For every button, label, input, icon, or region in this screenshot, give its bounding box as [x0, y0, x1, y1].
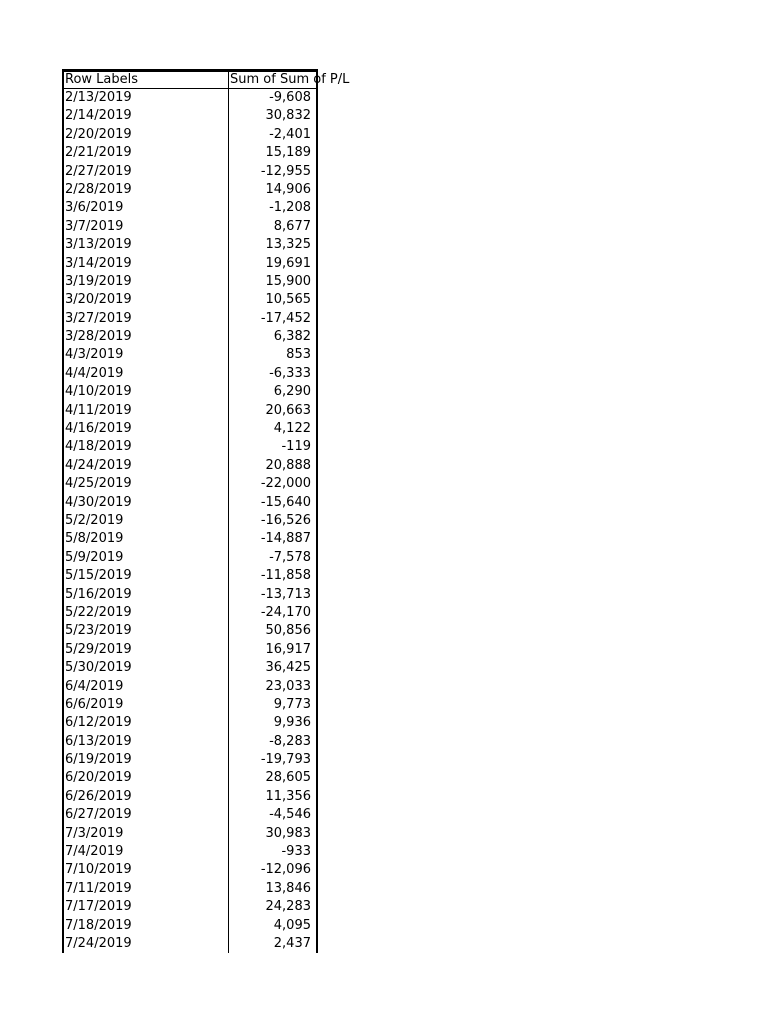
row-label-cell[interactable]: 5/23/2019	[65, 623, 132, 639]
row-label-cell[interactable]: 5/8/2019	[65, 531, 124, 547]
row-labels-header[interactable]: Row Labels	[65, 72, 139, 87]
table-row	[64, 751, 316, 769]
row-value-cell[interactable]: 6,382	[273, 329, 311, 345]
row-value-cell[interactable]: 6,290	[273, 384, 311, 400]
row-value-cell[interactable]: 2,437	[273, 935, 311, 951]
row-label-cell[interactable]: 6/12/2019	[65, 715, 132, 731]
table-row	[64, 291, 316, 309]
row-value-cell[interactable]: -11,858	[260, 568, 311, 584]
table-row	[64, 475, 316, 493]
row-label-cell[interactable]: 3/14/2019	[65, 255, 132, 271]
row-label-cell[interactable]: 3/19/2019	[65, 273, 132, 289]
row-label-cell[interactable]: 2/14/2019	[65, 108, 132, 124]
table-row	[64, 457, 316, 475]
table-row	[64, 273, 316, 291]
table-row	[64, 714, 316, 732]
table-row	[64, 420, 316, 438]
value-field-header[interactable]: Sum of Sum of P/L	[230, 72, 350, 87]
table-row	[64, 512, 316, 530]
row-label-cell[interactable]: 2/20/2019	[65, 126, 132, 142]
table-row	[64, 806, 316, 824]
row-value-cell[interactable]: -22,000	[260, 476, 311, 492]
table-row	[64, 181, 316, 199]
row-value-cell[interactable]: 20,888	[265, 457, 311, 473]
table-row	[64, 494, 316, 512]
row-value-cell[interactable]: 19,691	[265, 255, 311, 271]
row-label-cell[interactable]: 2/27/2019	[65, 163, 132, 179]
table-row	[64, 144, 316, 162]
row-value-cell[interactable]: -9,608	[269, 90, 311, 105]
row-label-cell[interactable]: 5/30/2019	[65, 660, 132, 676]
row-value-cell[interactable]: 9,773	[273, 696, 311, 712]
row-label-cell[interactable]: 3/28/2019	[65, 329, 132, 345]
row-value-cell[interactable]: 4,122	[273, 421, 311, 437]
pivot-rows	[64, 89, 316, 953]
row-label-cell[interactable]: 4/10/2019	[65, 384, 132, 400]
table-row	[64, 107, 316, 125]
row-value-cell[interactable]: 30,832	[265, 108, 311, 124]
row-value-cell[interactable]: 853	[286, 347, 311, 363]
row-value-cell[interactable]: 15,189	[265, 145, 311, 161]
table-row	[64, 549, 316, 567]
table-row	[64, 567, 316, 585]
table-row	[64, 328, 316, 346]
table-row	[64, 255, 316, 273]
table-row	[64, 310, 316, 328]
row-value-cell[interactable]: -1,208	[269, 200, 311, 216]
table-row	[64, 530, 316, 548]
row-value-cell[interactable]: -24,170	[260, 604, 311, 620]
table-row	[64, 199, 316, 217]
table-row	[64, 769, 316, 787]
row-label-cell[interactable]: 5/2/2019	[65, 512, 124, 528]
row-value-cell[interactable]: 23,033	[265, 678, 311, 694]
row-label-cell[interactable]: 2/28/2019	[65, 181, 132, 197]
table-row	[64, 678, 316, 696]
table-row	[64, 402, 316, 420]
row-label-cell[interactable]: 5/15/2019	[65, 568, 132, 584]
row-label-cell[interactable]: 7/4/2019	[65, 844, 124, 860]
row-value-cell[interactable]: -17,452	[260, 310, 311, 326]
row-label-cell[interactable]: 3/27/2019	[65, 310, 132, 326]
row-label-cell[interactable]: 6/27/2019	[65, 807, 132, 823]
row-label-cell[interactable]: 4/4/2019	[65, 365, 124, 381]
row-label-cell[interactable]: 3/13/2019	[65, 237, 132, 253]
table-row	[64, 880, 316, 898]
row-value-cell[interactable]: 36,425	[265, 660, 311, 676]
row-label-cell[interactable]: 5/29/2019	[65, 641, 132, 657]
row-value-cell[interactable]: -933	[281, 844, 311, 860]
row-label-cell[interactable]: 5/16/2019	[65, 586, 132, 602]
row-value-cell[interactable]: 4,095	[273, 917, 311, 933]
row-label-cell[interactable]: 7/24/2019	[65, 935, 132, 951]
row-value-cell[interactable]: -13,713	[260, 586, 311, 602]
row-value-cell[interactable]: 28,605	[265, 770, 311, 786]
table-row	[64, 733, 316, 751]
table-row	[64, 825, 316, 843]
row-value-cell[interactable]: 13,325	[265, 237, 311, 253]
table-row	[64, 935, 316, 953]
table-row	[64, 383, 316, 401]
row-label-cell[interactable]: 4/18/2019	[65, 439, 132, 455]
row-label-cell[interactable]: 4/25/2019	[65, 476, 132, 492]
pivot-table	[62, 69, 350, 953]
row-label-cell[interactable]: 7/18/2019	[65, 917, 132, 933]
row-value-cell[interactable]: -15,640	[260, 494, 311, 510]
row-value-cell[interactable]: -12,096	[260, 862, 311, 878]
row-label-cell[interactable]: 6/4/2019	[65, 678, 124, 694]
row-value-cell[interactable]: 8,677	[273, 218, 311, 234]
row-value-cell[interactable]: -2,401	[269, 126, 311, 142]
table-row	[64, 218, 316, 236]
row-value-cell[interactable]: 16,917	[265, 641, 311, 657]
table-row	[64, 586, 316, 604]
row-label-cell[interactable]: 5/22/2019	[65, 604, 132, 620]
table-row	[64, 659, 316, 677]
pivot-header-row	[64, 72, 350, 89]
row-value-cell[interactable]: -8,283	[269, 733, 311, 749]
row-label-cell[interactable]: 3/7/2019	[65, 218, 124, 234]
row-value-cell[interactable]: -19,793	[260, 752, 311, 768]
row-label-cell[interactable]: 5/9/2019	[65, 549, 124, 565]
row-label-cell[interactable]: 4/24/2019	[65, 457, 132, 473]
table-row	[64, 788, 316, 806]
table-row	[64, 236, 316, 254]
row-value-cell[interactable]: 9,936	[273, 715, 311, 731]
row-label-cell[interactable]: 4/16/2019	[65, 421, 132, 437]
row-label-cell[interactable]: 4/3/2019	[65, 347, 124, 363]
table-row	[64, 861, 316, 879]
row-value-cell[interactable]: 15,900	[265, 273, 311, 289]
row-value-cell[interactable]: 24,283	[265, 899, 311, 915]
row-label-cell[interactable]: 4/11/2019	[65, 402, 132, 418]
row-value-cell[interactable]: -12,955	[260, 163, 311, 179]
row-label-cell[interactable]: 2/21/2019	[65, 145, 132, 161]
row-value-cell[interactable]: 10,565	[265, 292, 311, 308]
row-label-cell[interactable]: 6/19/2019	[65, 752, 132, 768]
table-row	[64, 604, 316, 622]
table-row	[64, 641, 316, 659]
row-value-cell[interactable]: -6,333	[269, 365, 311, 381]
row-label-cell[interactable]: 7/11/2019	[65, 880, 132, 896]
row-label-cell[interactable]: 7/10/2019	[65, 862, 132, 878]
table-row	[64, 898, 316, 916]
table-row	[64, 622, 316, 640]
row-value-cell[interactable]: -4,546	[269, 807, 311, 823]
table-row	[64, 438, 316, 456]
row-value-cell[interactable]: 14,906	[265, 181, 311, 197]
row-value-cell[interactable]: 30,983	[265, 825, 311, 841]
table-row	[64, 917, 316, 935]
table-row	[64, 163, 316, 181]
row-label-cell[interactable]: 7/3/2019	[65, 825, 124, 841]
row-value-cell[interactable]: 20,663	[265, 402, 311, 418]
table-row	[64, 126, 316, 144]
row-value-cell[interactable]: -119	[281, 439, 311, 455]
table-row	[64, 346, 316, 364]
table-row	[64, 89, 316, 107]
table-row	[64, 365, 316, 383]
table-row	[64, 696, 316, 714]
table-row	[64, 843, 316, 861]
row-label-cell[interactable]: 7/17/2019	[65, 899, 132, 915]
row-label-cell[interactable]: 6/13/2019	[65, 733, 132, 749]
row-value-cell[interactable]: 11,356	[265, 788, 311, 804]
row-label-cell[interactable]: 6/26/2019	[65, 788, 132, 804]
row-label-cell[interactable]: 3/20/2019	[65, 292, 132, 308]
row-label-cell[interactable]: 4/30/2019	[65, 494, 132, 510]
row-label-cell[interactable]: 6/20/2019	[65, 770, 132, 786]
row-value-cell[interactable]: -7,578	[269, 549, 311, 565]
row-label-cell[interactable]: 2/13/2019	[65, 90, 132, 105]
row-label-cell[interactable]: 6/6/2019	[65, 696, 124, 712]
row-value-cell[interactable]: -14,887	[260, 531, 311, 547]
row-value-cell[interactable]: -16,526	[260, 512, 311, 528]
row-value-cell[interactable]: 50,856	[265, 623, 311, 639]
row-label-cell[interactable]: 3/6/2019	[65, 200, 124, 216]
row-value-cell[interactable]: 13,846	[265, 880, 311, 896]
